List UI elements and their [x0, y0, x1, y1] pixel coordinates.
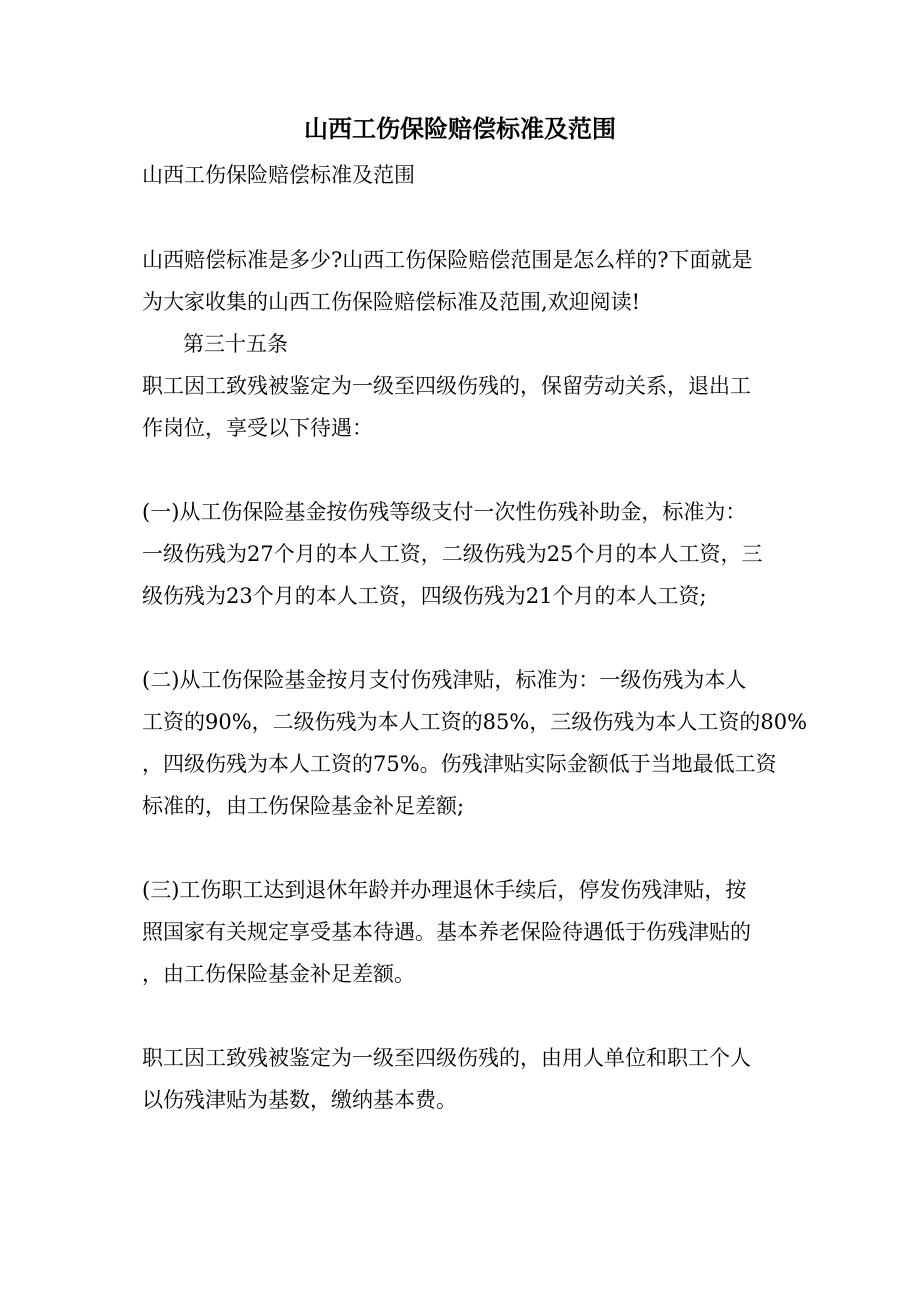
intro-line-2: 为大家收集的山西工伤保险赔偿标准及范围,欢迎阅读!	[142, 290, 641, 314]
item1-line-3: 级伤残为23个月的本人工资，四级伤残为21个月的本人工资;	[142, 584, 707, 608]
article-lead-line-2: 作岗位，享受以下待遇：	[142, 416, 373, 440]
closing-line-1: 职工因工致残被鉴定为一级至四级伤残的，由用人单位和职工个人	[142, 1046, 751, 1070]
item3-line-1: (三)工伤职工达到退休年龄并办理退休手续后，停发伤残津贴，按	[142, 878, 747, 902]
item3-line-2: 照国家有关规定享受基本待遇。基本养老保险待遇低于伤残津贴的	[142, 920, 751, 944]
item2-line-3: ，四级伤残为本人工资的75%。伤残津贴实际金额低于当地最低工资	[142, 752, 777, 776]
article-number: 第三十五条	[183, 332, 288, 356]
item3-line-3: ，由工伤保险基金补足差额。	[142, 962, 415, 986]
document-title: 山西工伤保险赔偿标准及范围	[304, 114, 616, 143]
intro-line-1: 山西赔偿标准是多少?山西工伤保险赔偿范围是怎么样的?下面就是	[142, 248, 753, 272]
document-subtitle: 山西工伤保险赔偿标准及范围	[142, 163, 415, 187]
item2-line-2: 工资的90%，二级伤残为本人工资的85%，三级伤残为本人工资的80%	[142, 710, 808, 734]
item2-line-4: 标准的，由工伤保险基金补足差额;	[142, 794, 465, 818]
item1-line-2: 一级伤残为27个月的本人工资，二级伤残为25个月的本人工资，三	[142, 542, 763, 566]
item2-line-1: (二)从工伤保险基金按月支付伤残津贴，标准为：一级伤残为本人	[142, 668, 747, 692]
article-lead-line-1: 职工因工致残被鉴定为一级至四级伤残的，保留劳动关系，退出工	[142, 374, 751, 398]
closing-line-2: 以伤残津贴为基数，缴纳基本费。	[142, 1088, 457, 1112]
item1-line-1: (一)从工伤保险基金按伤残等级支付一次性伤残补助金，标准为：	[142, 500, 747, 524]
